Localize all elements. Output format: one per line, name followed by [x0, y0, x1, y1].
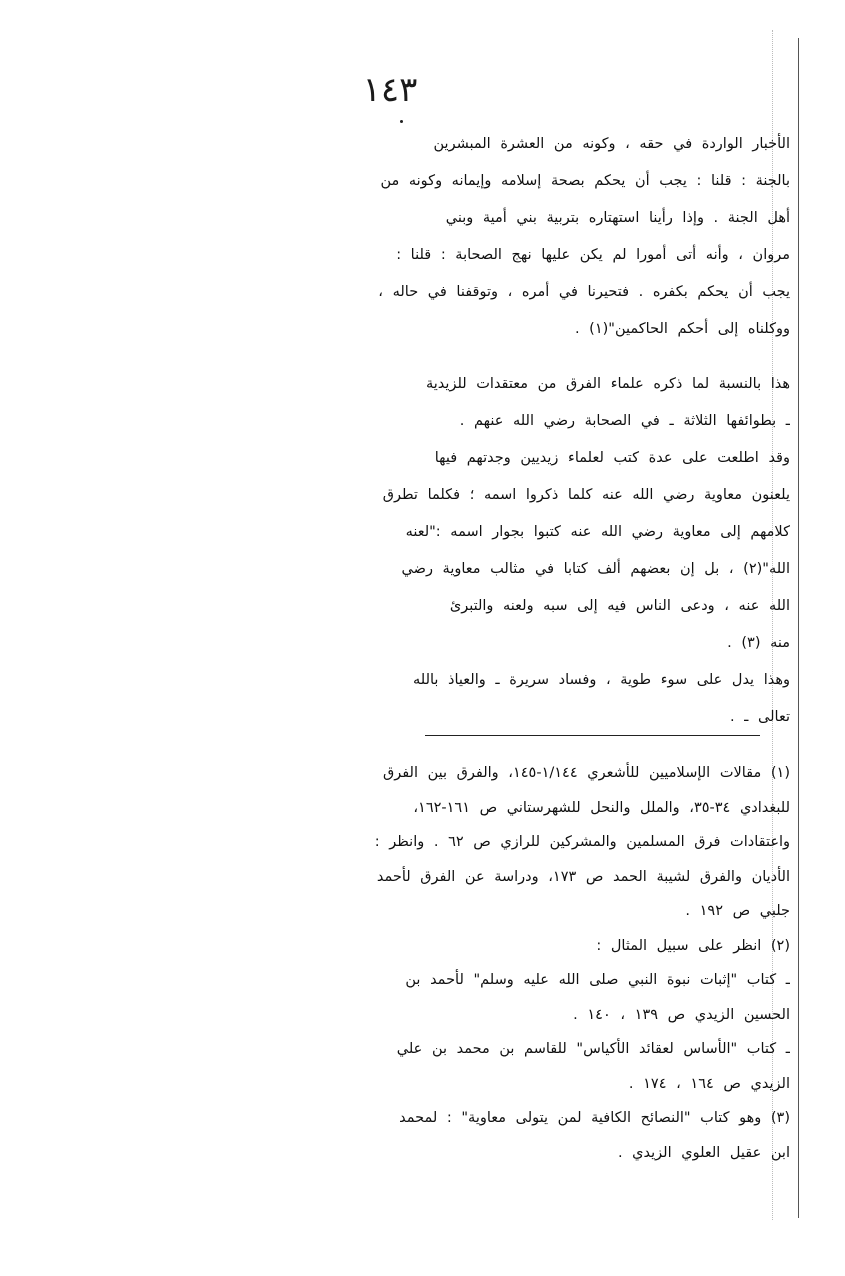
footnote-line: ـ كتاب "إثبات نبوة النبي صلى الله عليه وسلم" لأحمد بن [405, 972, 790, 988]
footnote-line: (٢) انظر على سبيل المثال : [596, 937, 790, 954]
text-line: الله عنه ، ودعى الناس فيه إلى سبه ولعنه والتبرئ [449, 598, 790, 614]
footnote-line: الحسين الزيدي ص ١٣٩ ، ١٤٠ . [573, 1006, 790, 1023]
text-line: هذا بالنسبة لما ذكره علماء الفرق من معتقدات للزيدية [425, 376, 790, 392]
footnote-line: ـ كتاب "الأساس لعقائد الأكياس" للقاسم بن محمد بن علي [396, 1041, 790, 1057]
page-dot [400, 120, 403, 123]
footnote-line: الأديان والفرق لشيبة الحمد ص ١٧٣، ودراسة عن الفرق لأحمد [376, 868, 790, 885]
footnotes [220, 756, 790, 1170]
text-line: الأخبار الواردة في حقه ، وكونه من العشرة المبشرين [433, 136, 790, 152]
footnote-line: للبغدادي ٣٤-٣٥، والملل والنحل للشهرستاني ص ١٦١-١٦٢، [413, 799, 790, 816]
footnote-line: ابن عقيل العلوي الزيدي . [617, 1144, 790, 1161]
text-line: يلعنون معاوية رضي الله عنه كلما ذكروا اسمه ؛ فكلما تطرق [382, 487, 790, 503]
text-line: كلامهم إلى معاوية رضي الله عنه كتبوا بجوار اسمه :"لعنه [405, 524, 790, 540]
text-line: أهل الجنة . وإذا رأينا استهتاره بتربية بني أمية وبني [445, 210, 790, 226]
text-line: ـ بطوائفها الثلاثة ـ في الصحابة رضي الله عنهم . [459, 413, 790, 429]
page-number: ١٤٣ [362, 70, 418, 110]
second-paragraph [220, 366, 790, 736]
main-paragraph [220, 126, 790, 348]
footnote-line: (٣) وهو كتاب "النصائح الكافية لمن يتولى معاوية" : لمحمد [399, 1110, 790, 1126]
footnote-divider [425, 735, 760, 736]
text-line: تعالى ـ . [729, 709, 790, 725]
footnote-line: الزيدي ص ١٦٤ ، ١٧٤ . [628, 1075, 790, 1092]
text-line: بالجنة : قلنا : يجب أن يحكم بصحة إسلامه وإيمانه وكونه من [380, 173, 790, 189]
footnote-line: جلبي ص ١٩٢ . [685, 903, 790, 919]
page-edge-line [798, 38, 799, 1218]
text-line: منه (٣) . [727, 635, 790, 651]
text-line: يجب أن يحكم بكفره . فتحيرنا في أمره ، وتوقفنا في حاله ، [378, 284, 790, 300]
footnote-line: (١) مقالات الإسلاميين للأشعري ١/١٤٤-١٤٥، والفرق بين الفرق [382, 765, 790, 781]
text-line: وهذا يدل على سوء طوية ، وفساد سريرة ـ والعياذ بالله [413, 672, 790, 688]
text-line: وقد اطلعت على عدة كتب لعلماء زيديين وجدتهم فيها [434, 450, 790, 466]
text-line: مروان ، وأنه أتى أمورا لم يكن عليها نهج الصحابة : قلنا : [396, 247, 790, 263]
text-line: ووكلناه إلى أحكم الحاكمين"(١) . [574, 321, 790, 337]
text-line: الله"(٢) ، بل إن بعضهم ألف كتابا في مثالب معاوية رضي [401, 561, 790, 577]
footnote-line: واعتقادات فرق المسلمين والمشركين للرازي ص ٦٢ . وانظر : [374, 834, 790, 850]
